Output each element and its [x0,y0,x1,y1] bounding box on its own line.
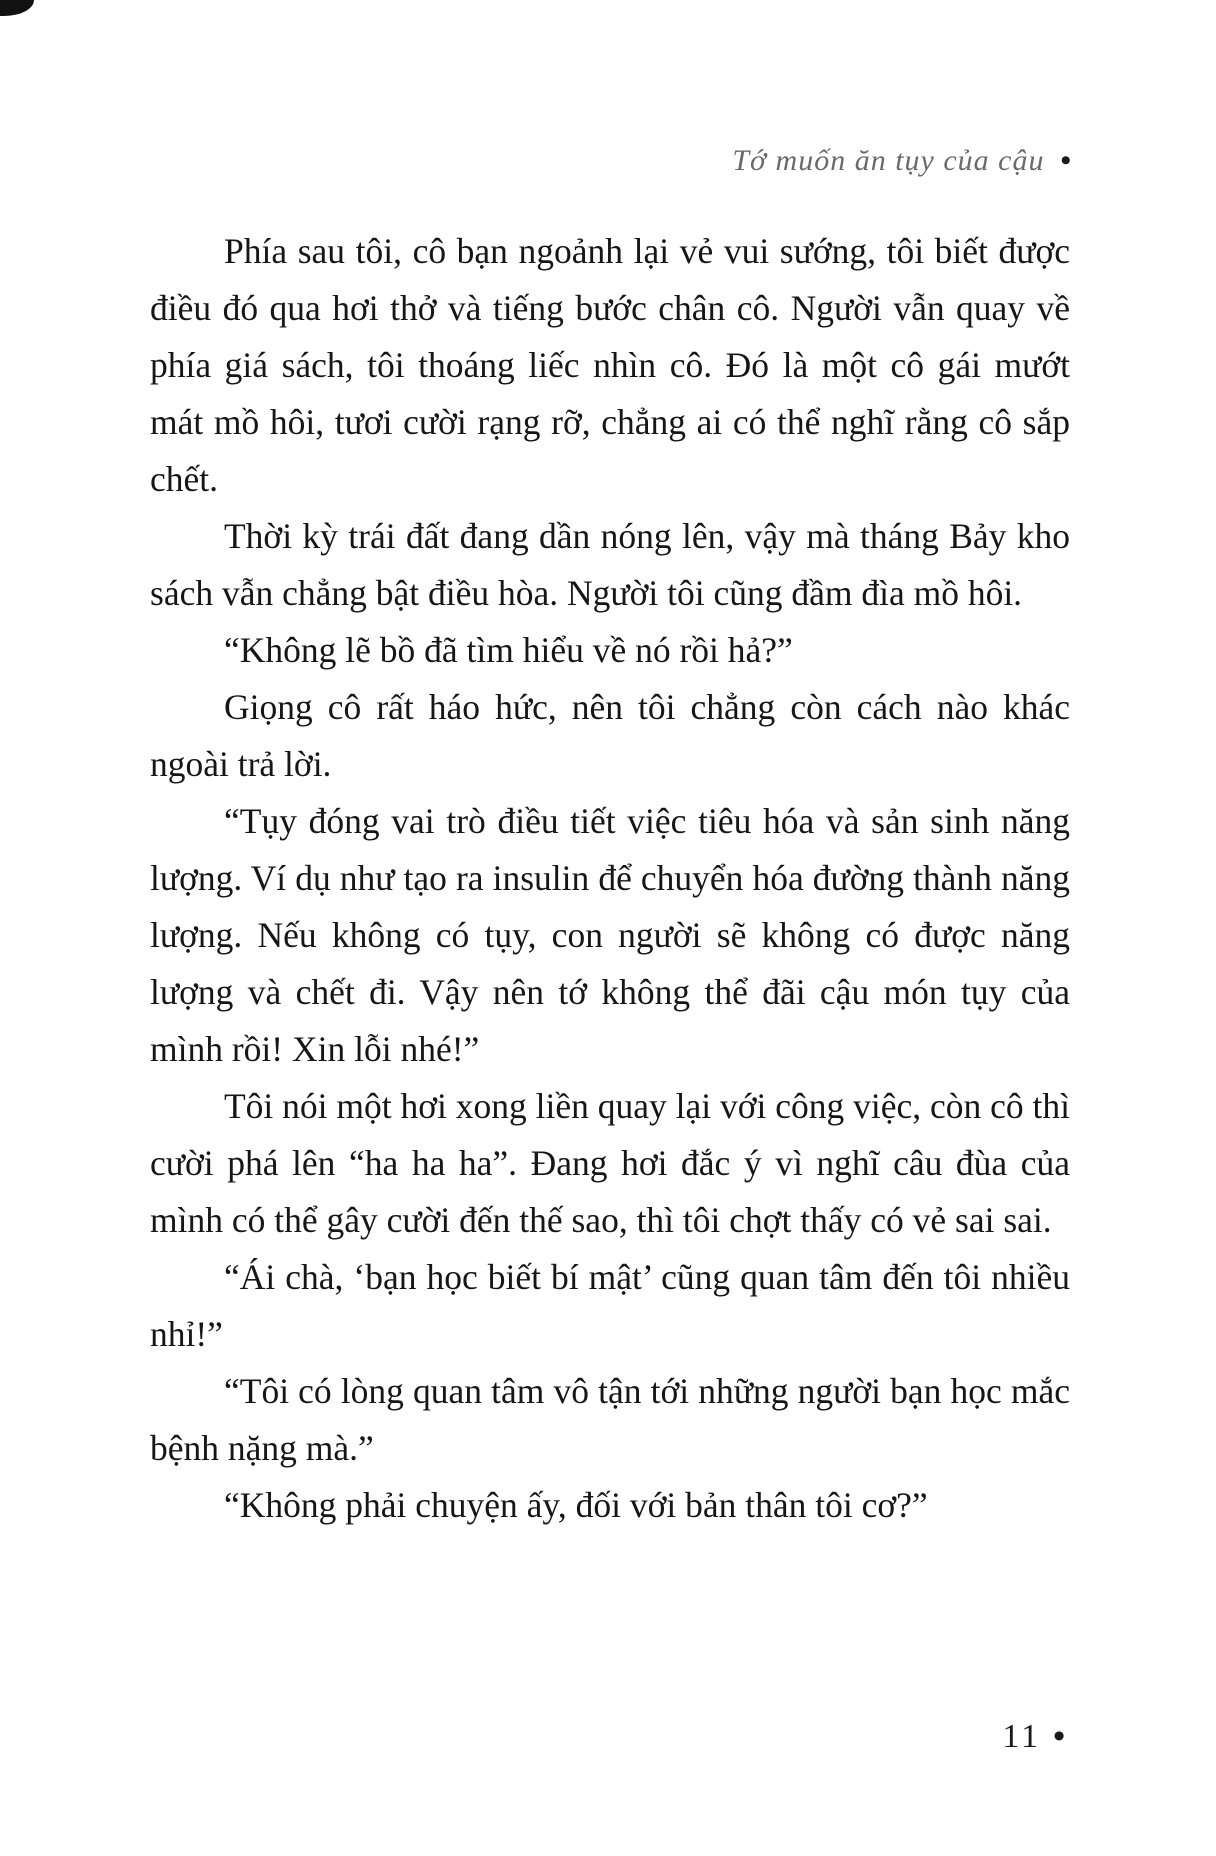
book-title: Tớ muốn ăn tụy của cậu [732,144,1045,177]
page-footer [1002,1718,1068,1756]
paragraph: “Không lẽ bồ đã tìm hiểu về nó rồi hả?” [224,630,793,670]
page-number: 11 [1002,1718,1042,1755]
paragraph: “Tụy đóng vai trò điều tiết việc tiêu hóa và sản sinh năng lượng. Ví dụ như tạo ra insulin để chuyển hóa đường thành năng lượng. Nếu không có tụy, con người sẽ không có được năng lượng và chết đi. Vậy nên tớ không thể đãi cậu món tụy của mình rồi! Xin lỗi nhé!” [150,801,1070,1069]
paragraph: “Ái chà, ‘bạn học biết bí mật’ cũng quan tâm đến tôi nhiều nhỉ!” [150,1257,1070,1354]
paragraph: “Không phải chuyện ấy, đối với bản thân tôi cơ?” [224,1485,928,1525]
footer-bullet: • [1053,1718,1068,1755]
paragraph: Phía sau tôi, cô bạn ngoảnh lại vẻ vui sướng, tôi biết được điều đó qua hơi thở và tiếng bước chân cô. Người vẫn quay về phía giá sách, tôi thoáng liếc nhìn cô. Đó là một cô gái mướt mát mồ hôi, tươi cười rạng rỡ, chẳng ai có thể nghĩ rằng cô sắp chết. [150,231,1070,499]
scan-corner-mark [0,0,34,16]
paragraph: Tôi nói một hơi xong liền quay lại với công việc, còn cô thì cười phá lên “ha ha ha”. Đang hơi đắc ý vì nghĩ câu đùa của mình có thể gây cười đến thế sao, thì tôi chợt thấy có vẻ sai sai. [150,1086,1071,1240]
paragraph: Thời kỳ trái đất đang dần nóng lên, vậy mà tháng Bảy kho sách vẫn chẳng bật điều hòa. Người tôi cũng đầm đìa mồ hôi. [150,516,1070,613]
header-bullet: • [1060,144,1072,177]
running-header [732,144,1072,178]
paragraph: “Tôi có lòng quan tâm vô tận tới những người bạn học mắc bệnh nặng mà.” [150,1371,1070,1468]
paragraph: Giọng cô rất háo hức, nên tôi chẳng còn cách nào khác ngoài trả lời. [150,687,1070,784]
page-body [150,223,1070,1534]
